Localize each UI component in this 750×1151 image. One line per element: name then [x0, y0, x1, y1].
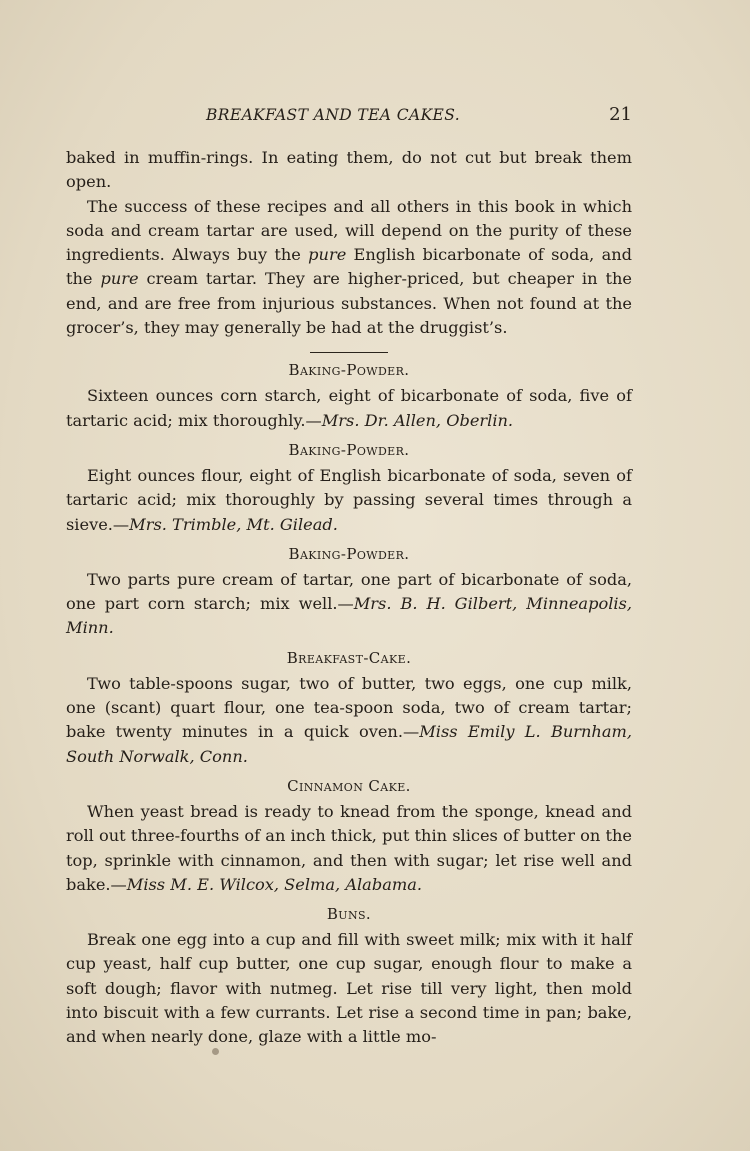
running-title: BREAKFAST AND TEA CAKES. [206, 106, 461, 124]
intro-paragraph-purity [66, 195, 632, 341]
recipe-body: Eight ounces flour, eight of English bicarbonate of soda, seven of tartaric acid; mix thoroughly by passing several times through a sieve.— [66, 465, 632, 534]
recipe-attribution: Mrs. Dr. Allen, Oberlin. [321, 410, 514, 430]
recipe-attribution: Miss M. E. Wilcox, Selma, Alabama. [126, 874, 422, 894]
purity-text-1: The success of these recipes and all others in this book in which soda and cream tartar are used, will depend on the purity of these ingredients. Always buy the [66, 196, 632, 265]
recipe-title: Baking-Powder. [288, 361, 410, 380]
recipe-text [66, 568, 632, 641]
recipe-body: Two parts pure cream of tartar, one part of bicarbonate of soda, one part corn starch; mix well.— [66, 569, 632, 614]
recipe-body: Break one egg into a cup and fill with sweet milk; mix with it half cup yeast, half cup butter, one cup sugar, enough flour to make a soft dough; flavor with nutmeg. Let rise till very light, then mold into biscuit with a few currants. Let rise a second time in pan; bake, and when nearly done, glaze with a little mo- [66, 930, 632, 1047]
running-head [66, 100, 632, 132]
recipe-body: Two table-spoons sugar, two of butter, two eggs, one cup milk, one (scant) quart flour, one tea-spoon soda, two of cream tartar; bake twenty minutes in a quick oven.— [66, 673, 632, 742]
recipe-text [66, 672, 632, 769]
purity-text-2: English bicarbonate of soda, and the [66, 245, 633, 289]
recipe-title: Breakfast-Cake. [286, 648, 412, 667]
recipe-title: Baking-Powder. [288, 544, 410, 563]
paper-speck [212, 1048, 219, 1055]
section-divider [310, 352, 388, 353]
recipe-attribution: Mrs. B. H. Gilbert, Minneapolis, Minn. [66, 594, 632, 638]
recipe-text [66, 384, 632, 433]
recipe-text [66, 464, 632, 537]
recipe-body: When yeast bread is ready to knead from the sponge, knead and roll out three-fourths of an inch thick, put thin slices of butter on the top, sprinkle with cinnamon, and then with sugar; let rise well and bake.— [66, 801, 632, 894]
page-number: 21 [609, 104, 632, 125]
recipe-attribution: Miss Emily L. Burnham, South Norwalk, Conn. [66, 722, 633, 766]
page-body [66, 146, 632, 1050]
purity-text-3: cream tartar. They are higher-priced, but cheaper in the end, and are free from injurious substances. When not found at the grocer’s, they may generally be had at the druggist’s. [66, 269, 632, 338]
recipe-text [66, 800, 632, 897]
recipe-title: Baking-Powder. [288, 440, 410, 459]
intro-paragraph-continued: baked in muffin-rings. In eating them, do not cut but break them open. [66, 148, 632, 192]
recipe-title: Buns. [326, 905, 372, 924]
recipe-title: Cinnamon Cake. [287, 776, 411, 795]
recipe-body: Sixteen ounces corn starch, eight of bicarbonate of soda, five of tartaric acid; mix thoroughly.— [66, 386, 632, 430]
purity-emphasis-1: pure [308, 245, 347, 265]
recipe-attribution: Mrs. Trimble, Mt. Gilead. [129, 514, 338, 534]
purity-emphasis-2: pure [100, 269, 139, 289]
book-page [66, 100, 632, 1050]
recipe-text [66, 928, 632, 1049]
